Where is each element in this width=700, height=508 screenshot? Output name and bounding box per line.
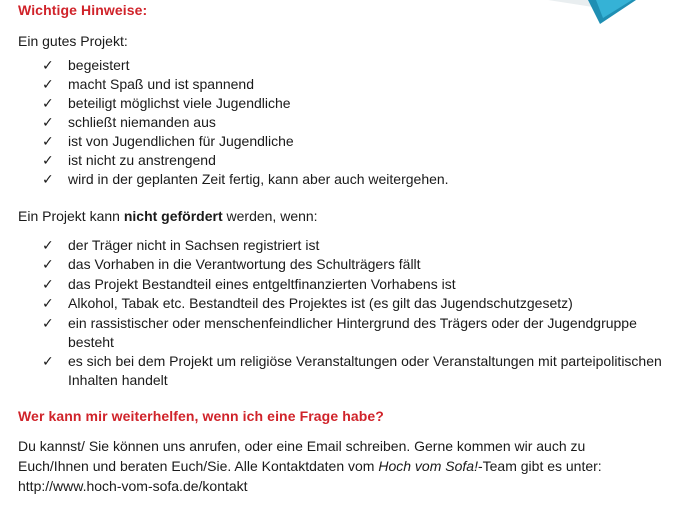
check-icon: ✓ — [42, 237, 54, 253]
check-icon: ✓ — [42, 76, 54, 92]
list-item: ✓ das Projekt Bestandteil eines entgeltfinanzierten Vorhabens ist — [42, 275, 456, 292]
check-icon: ✓ — [42, 95, 54, 111]
list-item: ✓ der Träger nicht in Sachsen registriert ist — [42, 237, 320, 253]
list-item: ✓ schließt niemanden aus — [42, 114, 216, 130]
check-icon: ✓ — [42, 352, 54, 369]
good-project-checklist — [42, 56, 449, 189]
list-item: ✓ ein rassistischer oder menschenfeindlicher Hintergrund des Trägers oder der Jugendgruppe besteht — [42, 314, 637, 350]
check-icon: ✓ — [42, 256, 54, 273]
section-heading-important-notes: Wichtige Hinweise: — [18, 2, 148, 18]
list-item: ✓ macht Spaß und ist spannend — [42, 76, 255, 92]
not-funded-checklist — [42, 236, 662, 390]
list-item: ✓ es sich bei dem Projekt um religiöse Veranstaltungen oder Veranstaltungen mit parteipolitischen Inhalten handelt — [42, 352, 662, 388]
list-item: ✓ Alkohol, Tabak etc. Bestandteil des Projektes ist (es gilt das Jugendschutzgesetz) — [42, 295, 573, 312]
decorative-corner-shape — [548, 0, 648, 26]
good-project-intro: Ein gutes Projekt: — [18, 33, 128, 49]
not-funded-intro: Ein Projekt kann nicht gefördert werden, wenn: — [18, 208, 318, 224]
check-icon: ✓ — [42, 114, 54, 130]
check-icon: ✓ — [42, 133, 54, 149]
list-item: ✓ begeistert — [42, 57, 130, 73]
contact-link[interactable]: http://www.hoch-vom-sofa.de/kontakt — [18, 478, 248, 494]
check-icon: ✓ — [42, 295, 54, 312]
check-icon: ✓ — [42, 314, 54, 331]
brand-name: Hoch vom Sofa! — [378, 458, 478, 474]
check-icon: ✓ — [42, 152, 54, 168]
check-icon: ✓ — [42, 57, 54, 73]
list-item: ✓ das Vorhaben in die Verantwortung des Schulträgers fällt — [42, 256, 421, 273]
section-heading-help: Wer kann mir weiterhelfen, wenn ich eine Frage habe? — [18, 408, 384, 424]
check-icon: ✓ — [42, 171, 54, 187]
contact-paragraph: Du kannst/ Sie können uns anrufen, oder eine Email schreiben. Gerne kommen wir auch zu Euch/Ihnen und beraten Euch/Sie. Alle Kontaktdaten vom Hoch vom Sofa!-Team gibt es unter: http://www.hoch-vom-sofa.de/kontakt — [18, 438, 602, 494]
not-funded-emphasis: nicht gefördert — [123, 208, 223, 224]
list-item: ✓ beteiligt möglichst viele Jugendliche — [42, 95, 291, 111]
check-icon: ✓ — [42, 275, 54, 292]
list-item: ✓ wird in der geplanten Zeit fertig, kann aber auch weitergehen. — [42, 171, 449, 187]
list-item: ✓ ist nicht zu anstrengend — [42, 152, 216, 168]
list-item: ✓ ist von Jugendlichen für Jugendliche — [42, 133, 294, 149]
